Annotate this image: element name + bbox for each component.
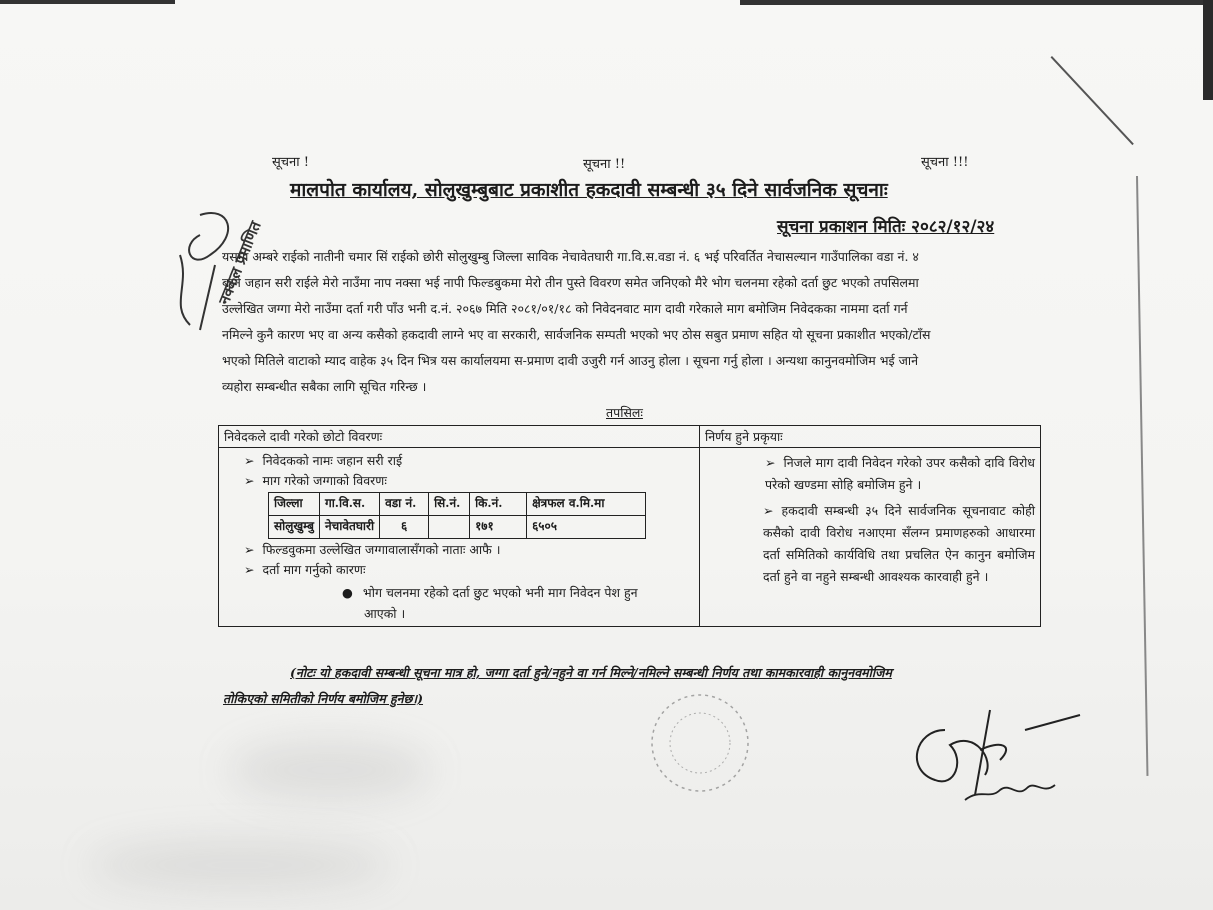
arrow-bullet-icon: ➢	[765, 455, 776, 470]
reason-item	[244, 561, 694, 578]
note-line-1: (नोटः यो हकदावी सम्बन्धी सूचना मात्र हो, जग्गा दर्ता हुने/नहुने वा गर्न मिल्ने/नमिल्ने सम्बन्धी निर्णय तथा कामकारवाही कानुनवमोजिम	[290, 665, 892, 680]
office-seal-icon	[640, 685, 760, 800]
publication-date: सूचना प्रकाशन मितिः २०८२/१२/२४	[777, 217, 995, 237]
land-table-header	[269, 493, 646, 516]
process-item-1	[705, 452, 1035, 496]
notice-title: मालपोत कार्यालय, सोलुखुम्बुबाट प्रकाशीत हकदावी सम्बन्धी ३५ दिने सार्वजनिक सूचनाः	[290, 179, 888, 201]
reason-text-1: भोग चलनमा रहेको दर्ता छुट भएको भनी माग निवेदन पेश हुन	[362, 585, 638, 600]
scan-smudge	[230, 740, 430, 800]
details-table	[218, 425, 1041, 627]
body-line: यसमा अम्बरे राईको नातीनी चमार सिं राईको छोरी सोलुखुम्बु जिल्ला साविक नेचावेतघारी गा.वि.स.वडा नं. ६ भई परिवर्तित नेचासल्यान गाउँपालिका वडा नं. ४	[222, 249, 919, 264]
process-cell	[700, 448, 1041, 627]
arrow-bullet-icon: ➢	[244, 453, 255, 468]
body-line: नमिल्ने कुनै कारण भए वा अन्य कसैको हकदावी लाग्ने भए वा सरकारी, सार्वजनिक सम्पती भएको भए ठोस सबुत प्रमाण सहित यो सूचना प्रकाशीत भएको/टाँस	[222, 327, 931, 342]
body-line: भएको मितिले वाटाको म्याद वाहेक ३५ दिन भित्र यस कार्यालयमा स-प्रमाण दावी उजुरी गर्न आउनु होला । सूचना गर्नु होला । अन्यथा कानुनवमोजिम भई जाने	[222, 353, 919, 368]
applicant-item	[244, 452, 694, 469]
reason-text-2: आएको ।	[364, 606, 406, 621]
note-line-2: तोकिएको समितीको निर्णय बमोजिम हुनेछ।)	[223, 691, 424, 706]
reason-bullet	[342, 584, 694, 601]
notice-left: सूचना !	[272, 155, 309, 170]
land-table	[268, 492, 646, 539]
page-edge-line	[1136, 176, 1148, 776]
land-details-item	[244, 472, 694, 489]
arrow-bullet-icon: ➢	[244, 542, 255, 557]
applicant-name: निवेदकको नामः जहान सरी राई	[262, 453, 403, 468]
col-area: क्षेत्रफल व.मि.मा	[527, 493, 646, 516]
right-header: निर्णय हुने प्रकृयाः	[700, 426, 1041, 448]
fold-line	[1051, 56, 1134, 145]
left-header: निवेदकले दावी गरेको छोटो विवरणः	[219, 426, 700, 448]
arrow-bullet-icon: ➢	[244, 473, 255, 488]
cell-serial	[429, 516, 470, 539]
dot-bullet-icon: ●	[342, 585, 353, 600]
cell-area: ६५०५	[527, 516, 646, 539]
process-text-2: हकदावी सम्बन्धी ३५ दिने सार्वजनिक सूचनावाट कोही कसैको दावी विरोध नआएमा सँलग्न प्रमाणहरुको आधारमा दर्ता समितिको कार्यविधि तथा प्रचलित ऐन कानुन बमोजिम दर्ता हुने वा नहुने सम्बन्धी आवश्यक कारवाही हुने ।	[763, 503, 1035, 584]
col-serial: सि.नं.	[429, 493, 470, 516]
notice-right: सूचना !!!	[921, 155, 969, 170]
arrow-bullet-icon: ➢	[763, 503, 774, 518]
scan-edge	[1203, 0, 1213, 100]
tapasil-label: तपसिलः	[606, 405, 643, 420]
certified-copy-stamp: नक्कल प्रमाणित	[214, 218, 265, 308]
process-item-2	[705, 500, 1035, 588]
col-ward: वडा नं.	[380, 493, 429, 516]
process-text-1: निजले माग दावी निवेदन गरेको उपर कसैको दावि विरोध परेको खण्डमा सोहि बमोजिम हुने ।	[765, 455, 1035, 492]
officer-signature	[905, 700, 1085, 810]
scan-edge	[0, 0, 175, 4]
scan-edge	[740, 0, 1213, 5]
claim-details-cell	[219, 448, 700, 627]
body-line: उल्लेखित जग्गा मेरो नाउँमा दर्ता गरी पाँउ भनी द.नं. २०६७ मिति २०८१/०१/१८ को निवेदनवाट माग दावी गरेकाले माग बमोजिम निवेदकका नाममा दर्ता गर्न	[222, 301, 908, 316]
land-details-label: माग गरेको जग्गाको विवरणः	[262, 473, 387, 488]
body-line: बस्ने जहान सरी राईले मेरो नाउँमा नाप नक्सा भई नापी फिल्डबुकमा मेरो तीन पुस्ते विवरण समेत जनिएको मैरे भोग चलनमा रहेको दर्ता छुट भएको तपसिलमा	[222, 275, 919, 290]
cell-district: सोलुखुम्बु	[269, 516, 320, 539]
relation-text: फिल्डवुकमा उल्लेखित जग्गावालासँगको नाताः आफै ।	[262, 542, 501, 557]
col-plot: कि.नं.	[470, 493, 527, 516]
notice-center: सूचना !!	[583, 157, 626, 172]
land-table-row	[269, 516, 646, 539]
arrow-bullet-icon: ➢	[244, 562, 255, 577]
col-vdc: गा.वि.स.	[319, 493, 379, 516]
scan-smudge	[90, 840, 390, 890]
cell-vdc: नेचावेतघारी	[319, 516, 379, 539]
body-line: व्यहोरा सम्बन्धीत सबैका लागि सूचित गरिन्छ ।	[222, 379, 427, 394]
relation-item	[244, 541, 694, 558]
reason-label: दर्ता माग गर्नुको कारणः	[262, 562, 366, 577]
col-district: जिल्ला	[269, 493, 320, 516]
cell-ward: ६	[380, 516, 429, 539]
cell-plot: १७१	[470, 516, 527, 539]
